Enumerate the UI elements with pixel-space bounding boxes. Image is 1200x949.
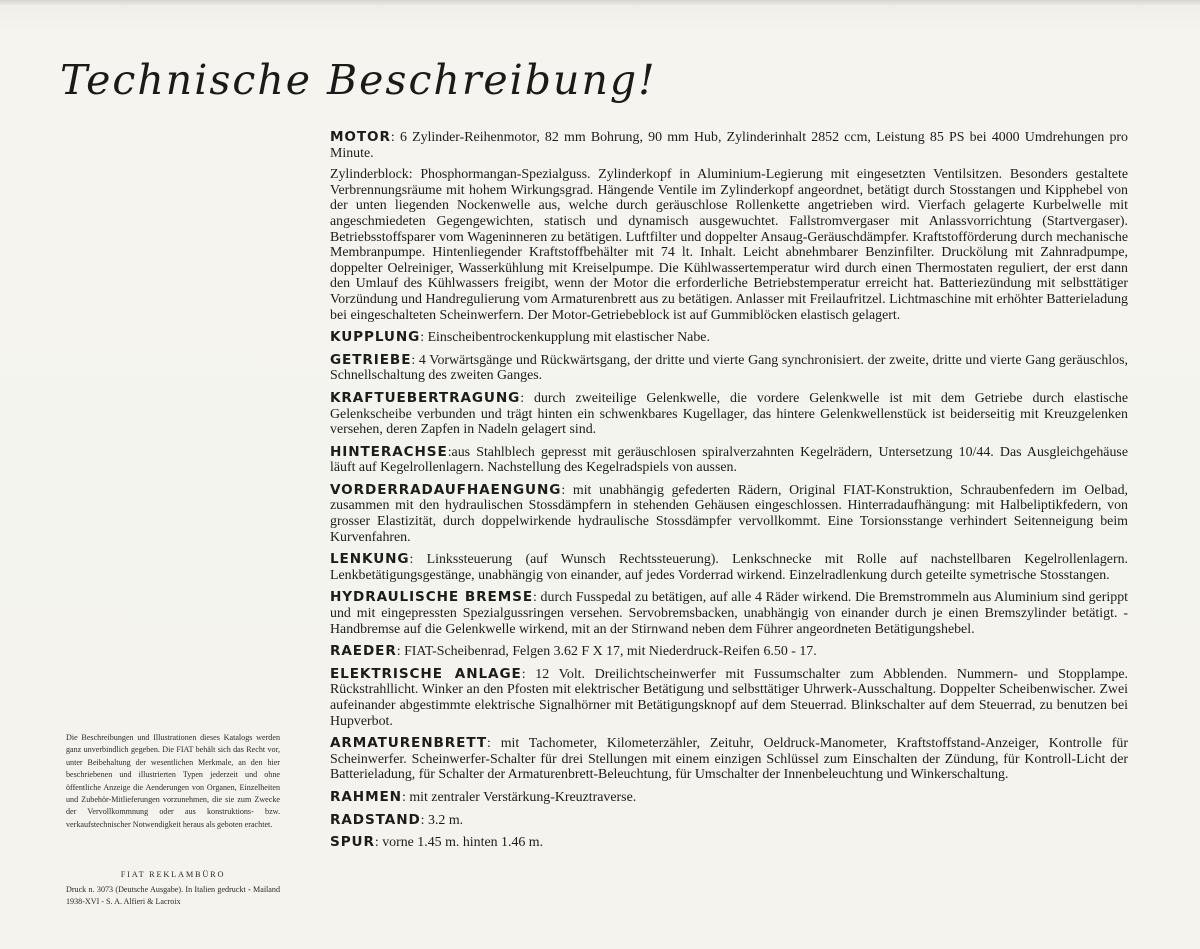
spec-motor-details	[330, 167, 1128, 323]
spec-separator: :	[447, 444, 452, 460]
spec-text: aus Stahlblech gepresst mit geräuschlosen spiralverzahnten Kegelrädern, Untersetzung 10/44. Das Ausgleichgehäuse läuft auf Kegelrollenlagern. Nachstellung des Kegelradspiels von aussen.	[330, 444, 1128, 476]
spec-raeder	[330, 644, 1128, 660]
spec-motor	[330, 130, 1128, 161]
spec-text: mit Tachometer, Kilometerzähler, Zeituhr, Oeldruck-Manometer, Kraftstoffstand-Anzeiger, Kontrolle für Scheinwerfer. Scheinwerfer-Schalter für drei Stellungen mit einem einzigen Schlüssel zum Einschalten der Zündung, für Kontroll-Licht der Batterieladung, für Schalter der Armaturenbrett-Beleuchtung, für Umschalter der Innenbeleuchtung und Winkerschaltung.	[330, 736, 1128, 783]
spec-separator: :	[561, 482, 573, 498]
spec-text: Einscheibentrockenkupplung mit elastischer Nabe.	[427, 330, 710, 346]
spec-text: 12 Volt. Dreilichtscheinwerfer mit Fussumschalter zum Abblenden. Nummern- und Stopplampe. Rückstrahllicht. Winker an den Pfosten mit elektrischer Betätigung und selbsttätiger Uhrwerk-Ausschaltung. Doppelter Scheibenwischer. Zwei aufeinander abgestimmte elektrische Signalhörner mit Betätigungsknopf auf dem Steuerrad. Blinkschalter auf dem Steuerrad, zu benutzen bei Hupverbot.	[330, 666, 1128, 729]
spec-heading: RAEDER	[330, 643, 397, 660]
spec-heading: ARMATURENBRETT	[330, 735, 487, 752]
spec-text: durch zweiteilige Gelenkwelle, die vordere Gelenkwelle ist mit dem Getriebe durch elastische Gelenkscheibe verbunden und trägt hinten ein schwenkbares Kugellager, das hintere Gelenkwellenstück ist beiderseitig mit Kreuzgelenken versehen, deren Zapfen in Nadeln gelagert sind.	[330, 390, 1128, 438]
spec-heading: KRAFTUEBERTRAGUNG	[330, 389, 521, 406]
spec-text: FIAT-Scheibenrad, Felgen 3.62 F X 17, mit Niederdruck-Reifen 6.50 - 17.	[404, 644, 817, 660]
spec-separator: :	[409, 552, 427, 568]
page-title: Technische Beschreibung!	[60, 56, 657, 104]
spec-separator: :	[374, 835, 383, 851]
imprint-text: Druck n. 3073 (Deutsche Ausgabe). In Italien gedruckt - Mailand 1938-XVI - S. A. Alfieri & Lacroix	[66, 885, 280, 907]
spec-separator: :	[487, 736, 501, 752]
spec-text: 3.2 m.	[428, 812, 464, 828]
spec-heading: RADSTAND	[330, 811, 421, 828]
specification-column	[330, 130, 1128, 858]
spec-spur	[330, 835, 1128, 851]
spec-vorderradaufhaengung	[330, 483, 1128, 545]
spec-heading: LENKUNG	[330, 551, 410, 568]
spec-heading: RAHMEN	[330, 788, 402, 805]
spec-text: mit zentraler Verstärkung-Kreuztraverse.	[409, 789, 637, 805]
spec-text: durch Fusspedal zu betätigen, auf alle 4 Räder wirkend. Die Bremstrommeln aus Aluminium sind gerippt und mit eingepressten Spezialgussringen versehen. Servobremsbacken, unabhängig von einander durch je einen Bremszylinder betätigt. - Handbremse auf die Gelenkwelle wirkend, mit an der Stirnwand neben dem Führer angeordneten Betätigungshebel.	[330, 590, 1129, 637]
spec-heading: HYDRAULISCHE BREMSE	[330, 589, 534, 606]
spec-text: vorne 1.45 m. hinten 1.46 m.	[382, 835, 544, 851]
spec-separator: :	[520, 390, 534, 406]
spec-radstand	[330, 813, 1128, 829]
spec-separator: :	[533, 590, 541, 606]
spec-separator: :	[521, 666, 536, 682]
spec-separator: :	[411, 352, 419, 368]
spec-elektrische-anlage	[330, 667, 1128, 729]
spec-rahmen	[330, 790, 1128, 806]
spec-text: mit unabhängig gefederten Rädern, Original FIAT-Konstruktion, Schraubenfedern im Oelbad, zusammen mit den hydraulischen Stossdämpfern in stehenden Gehäusen eingeschlossen. Hinterradaufhängung: mit Halbeliptikfedern, von grosser Elastizität, durch doppelwirkende hydraulische Stossdämpfer vervollkommt. Eine Torsionsstange verhindert Seitenneigung beim Kurvenfahren.	[330, 482, 1128, 545]
spec-kupplung	[330, 330, 1128, 346]
spec-hinterachse	[330, 445, 1128, 476]
spec-heading: VORDERRADAUFHAENGUNG	[330, 481, 562, 498]
spec-separator: :	[396, 644, 405, 660]
disclaimer-note: Die Beschreibungen und Illustrationen dieses Katalogs werden ganz unverbindlich gegeben. Die FIAT behält sich das Recht vor, unter Beibehaltung der wesentlichen Merkmale, an den hier beschriebenen und illustrierten Typen jederzeit und ohne öffentliche Anzeige die Aenderungen von Organen, Einzelheiten und Zubehör-Mitlieferungen vorzunehmen, die sie zum Zwecke der Vervollkommnung oder aus konstruktions- bzw. verkaufstechnischer Notwendigkeit heraus als geboten erachtet.	[66, 733, 280, 829]
spec-lenkung	[330, 552, 1128, 583]
spec-separator: :	[390, 130, 400, 145]
spec-heading: ELEKTRISCHE ANLAGE	[330, 665, 522, 682]
spec-separator: :	[401, 789, 410, 805]
spec-text: Linkssteuerung (auf Wunsch Rechtssteuerung). Lenkschnecke mit Rolle auf nachstellbaren Kegelrollenlagern. Lenkbetätigungsgestänge, unabhängig von einander, auf jedes Vorderrad wirkend. Einzelradlenkung durch geteilte symetrische Stosstangen.	[330, 552, 1128, 583]
spec-heading: HINTERACHSE	[330, 443, 448, 460]
spec-separator: :	[420, 812, 429, 828]
spec-getriebe	[330, 353, 1128, 384]
spec-text: 6 Zylinder-Reihenmotor, 82 mm Bohrung, 90 mm Hub, Zylinderinhalt 2852 ccm, Leistung 85 PS bei 4000 Umdrehungen pro Minute.	[330, 130, 1128, 161]
spec-heading: MOTOR	[330, 129, 391, 145]
page-top-edge	[0, 0, 1200, 6]
spec-text: 4 Vorwärtsgänge und Rückwärtsgang, der dritte und vierte Gang synchronisiert. der zweite, dritte und vierte Gang geräuschlos, Schnellschaltung des zweiten Ganges.	[330, 352, 1128, 384]
spec-text: Zylinderblock: Phosphormangan-Spezialguss. Zylinderkopf in Aluminium-Legierung mit eingesetzten Ventilsitzen. Besonders gestaltete Verbrennungsräume mit hohem Wirkungsgrad. Hängende Ventile im Zylinderkopf angeordnet, betätigt durch Stosstangen und Kipphebel von der unten liegenden Nockenwelle aus, welche durch geräuschlose Rollenkette angetrieben wird. Vierfach gelagerte Kurbelwelle mit angeschmiedeten Gegengewichten, statisch und dynamisch ausgewuchtet. Fallstromvergaser mit Anlassvorrichtung (Startvergaser). Betriebsstoffsparer vom Wageninneren zu betätigen. Luftfilter und doppelter Ansaug-Geräuschdämpfer. Kraftstofförderung durch mechanische Membranpumpe. Hintenliegender Kraftstoffbehälter mit 74 lt. Inhalt. Leicht abnehmbarer Benzinfilter. Druckölung mit Zahnradpumpe, doppelter Oelreiniger, Wasserkühlung mit Kreiselpumpe. Die Kühlwassertemperatur wird durch einen Thermostaten reguliert, der erst dann den Umlauf des Kühlwassers freigibt, wenn der Motor die erforderliche Betriebstemperatur erreicht hat. Batteriezündung mit selbsttätiger Vorzündung und Handregulierung vom Armaturenbrett aus zu betätigen. Anlasser mit Freilaufritzel. Lichtmaschine mit erhöhter Batterieladung bei eingeschalteten Scheinwerfern. Der Motor-Getriebeblock ist auf Gummiblöcken elastisch gelagert.	[330, 167, 1128, 323]
spec-separator: :	[420, 330, 428, 346]
spec-heading: SPUR	[330, 834, 375, 851]
spec-kraftuebertragung	[330, 391, 1128, 438]
spec-armaturenbrett	[330, 736, 1128, 783]
spec-hydraulische-bremse	[330, 590, 1128, 637]
spec-heading: GETRIEBE	[330, 351, 412, 368]
imprint-heading: FIAT REKLAMBÜRO	[120, 870, 226, 879]
spec-heading: KUPPLUNG	[330, 329, 421, 346]
